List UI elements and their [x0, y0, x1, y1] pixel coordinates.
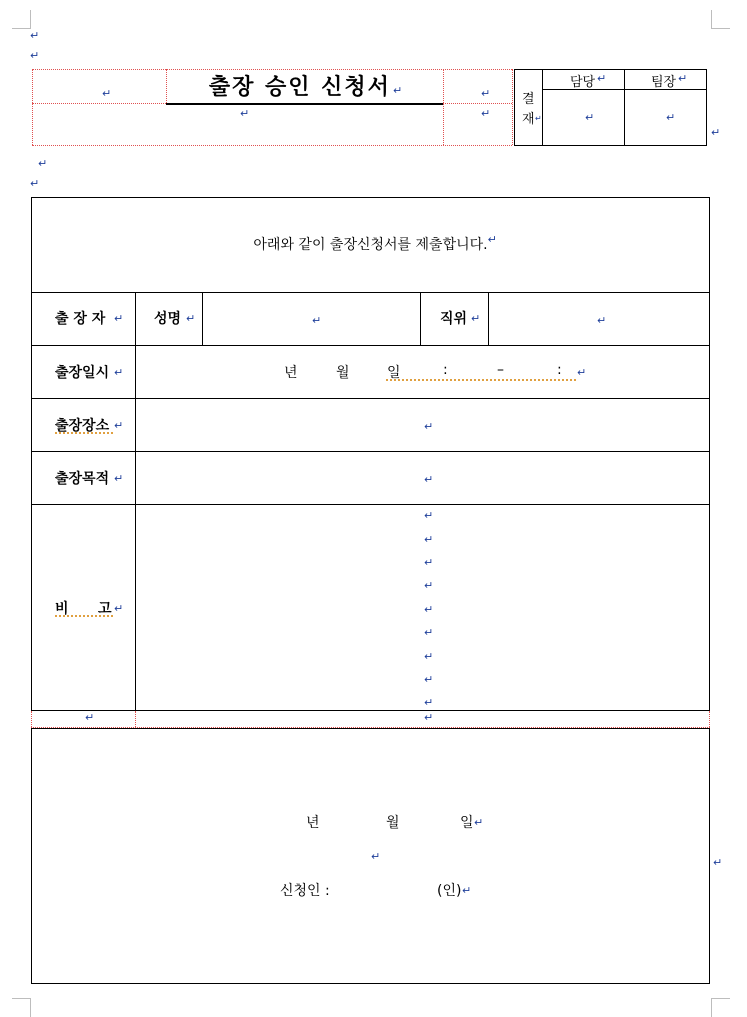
paragraph-mark: ↵ [585, 111, 595, 124]
paragraph-mark: ↵ [597, 314, 607, 327]
paragraph-mark: ↵ [471, 312, 481, 325]
datetime-field[interactable] [136, 346, 709, 398]
paragraph-mark: ↵ [462, 884, 472, 897]
name-label: 성명 [154, 311, 182, 327]
datetime-year: 년 [284, 365, 298, 381]
footer-date-day: 일 [460, 815, 474, 831]
remarks-label-2: 고 [98, 601, 112, 617]
applicant-name-field[interactable] [345, 876, 433, 900]
purpose-label: 출장목적 [55, 471, 110, 487]
paragraph-mark: ↵ [424, 556, 434, 569]
paragraph-mark: ↵ [114, 419, 124, 432]
approval-col-staff: 담당 [570, 75, 596, 90]
applicant-label: 신청인 : [280, 883, 330, 899]
document-title [166, 72, 443, 105]
purpose-field[interactable] [136, 452, 709, 504]
paragraph-mark: ↵ [424, 473, 434, 486]
paragraph-mark: ↵ [481, 87, 491, 100]
paragraph-mark: ↵ [114, 366, 124, 379]
paragraph-mark: ↵ [424, 650, 434, 663]
datetime-month: 월 [336, 365, 350, 381]
crop-mark-bottom-left [12, 998, 31, 1017]
paragraph-mark: ↵ [424, 420, 434, 433]
paragraph-mark: ↵ [678, 72, 688, 85]
footer-date-month: 월 [386, 815, 400, 831]
crop-mark-top-left [12, 10, 31, 29]
datetime-day: 일 [387, 365, 401, 381]
paragraph-mark: ↵ [240, 107, 250, 120]
paragraph-mark: ↵ [424, 603, 434, 616]
paragraph-mark: ↵ [713, 856, 723, 869]
paragraph-mark: ↵ [424, 509, 434, 522]
paragraph-mark: ↵ [474, 816, 484, 829]
paragraph-mark: ↵ [424, 696, 434, 709]
paragraph-mark: ↵ [577, 366, 587, 379]
spellcheck-underline [55, 432, 113, 434]
document-title-text: 출장 승인 신청서 [208, 75, 391, 100]
position-label: 직위 [440, 311, 468, 327]
paragraph-mark: ↵ [597, 72, 607, 85]
footer-date-year: 년 [306, 815, 320, 831]
spellcheck-underline [55, 615, 113, 617]
crop-mark-top-right [711, 10, 730, 29]
paragraph-mark: ↵ [666, 111, 676, 124]
paragraph-mark: ↵ [371, 850, 381, 863]
paragraph-mark: ↵ [487, 233, 497, 246]
paragraph-mark: ↵ [424, 626, 434, 639]
datetime-dash: – [497, 362, 504, 378]
traveler-label: 출 장 자 [55, 311, 106, 327]
crop-mark-bottom-right [711, 998, 730, 1017]
paragraph-mark: ↵ [30, 49, 40, 62]
datetime-sep-1: : [443, 362, 448, 378]
paragraph-mark: ↵ [312, 314, 322, 327]
paragraph-mark: ↵ [424, 673, 434, 686]
remarks-field[interactable] [136, 505, 709, 710]
place-field[interactable] [136, 399, 709, 451]
paragraph-mark: ↵ [711, 126, 721, 139]
paragraph-mark: ↵ [424, 711, 434, 724]
approval-col-team-leader: 팀장 [651, 75, 677, 90]
datetime-label: 출장일시 [55, 365, 110, 381]
paragraph-mark: ↵ [85, 711, 95, 724]
paragraph-mark: ↵ [114, 472, 124, 485]
intro-text [32, 234, 709, 254]
paragraph-mark: ↵ [481, 107, 491, 120]
paragraph-mark: ↵ [102, 87, 112, 100]
intro-text-content: 아래와 같이 출장신청서를 제출합니다. [253, 237, 488, 253]
datetime-sep-2: : [557, 362, 562, 378]
paragraph-mark: ↵ [114, 312, 124, 325]
place-label: 출장장소 [55, 418, 110, 434]
approval-label-1: 결 [522, 92, 535, 107]
paragraph-mark: ↵ [424, 579, 434, 592]
paragraph-mark: ↵ [535, 114, 542, 123]
paragraph-mark: ↵ [38, 157, 48, 170]
spellcheck-underline [386, 379, 576, 381]
paragraph-mark: ↵ [30, 177, 40, 190]
paragraph-mark: ↵ [30, 29, 40, 42]
approval-label-2: 재 [522, 112, 535, 127]
seal-mark: (인) [437, 883, 462, 899]
paragraph-mark: ↵ [114, 602, 124, 615]
paragraph-mark: ↵ [392, 84, 403, 97]
remarks-label-1: 비 [55, 601, 69, 617]
paragraph-mark: ↵ [424, 533, 434, 546]
paragraph-mark: ↵ [186, 312, 196, 325]
